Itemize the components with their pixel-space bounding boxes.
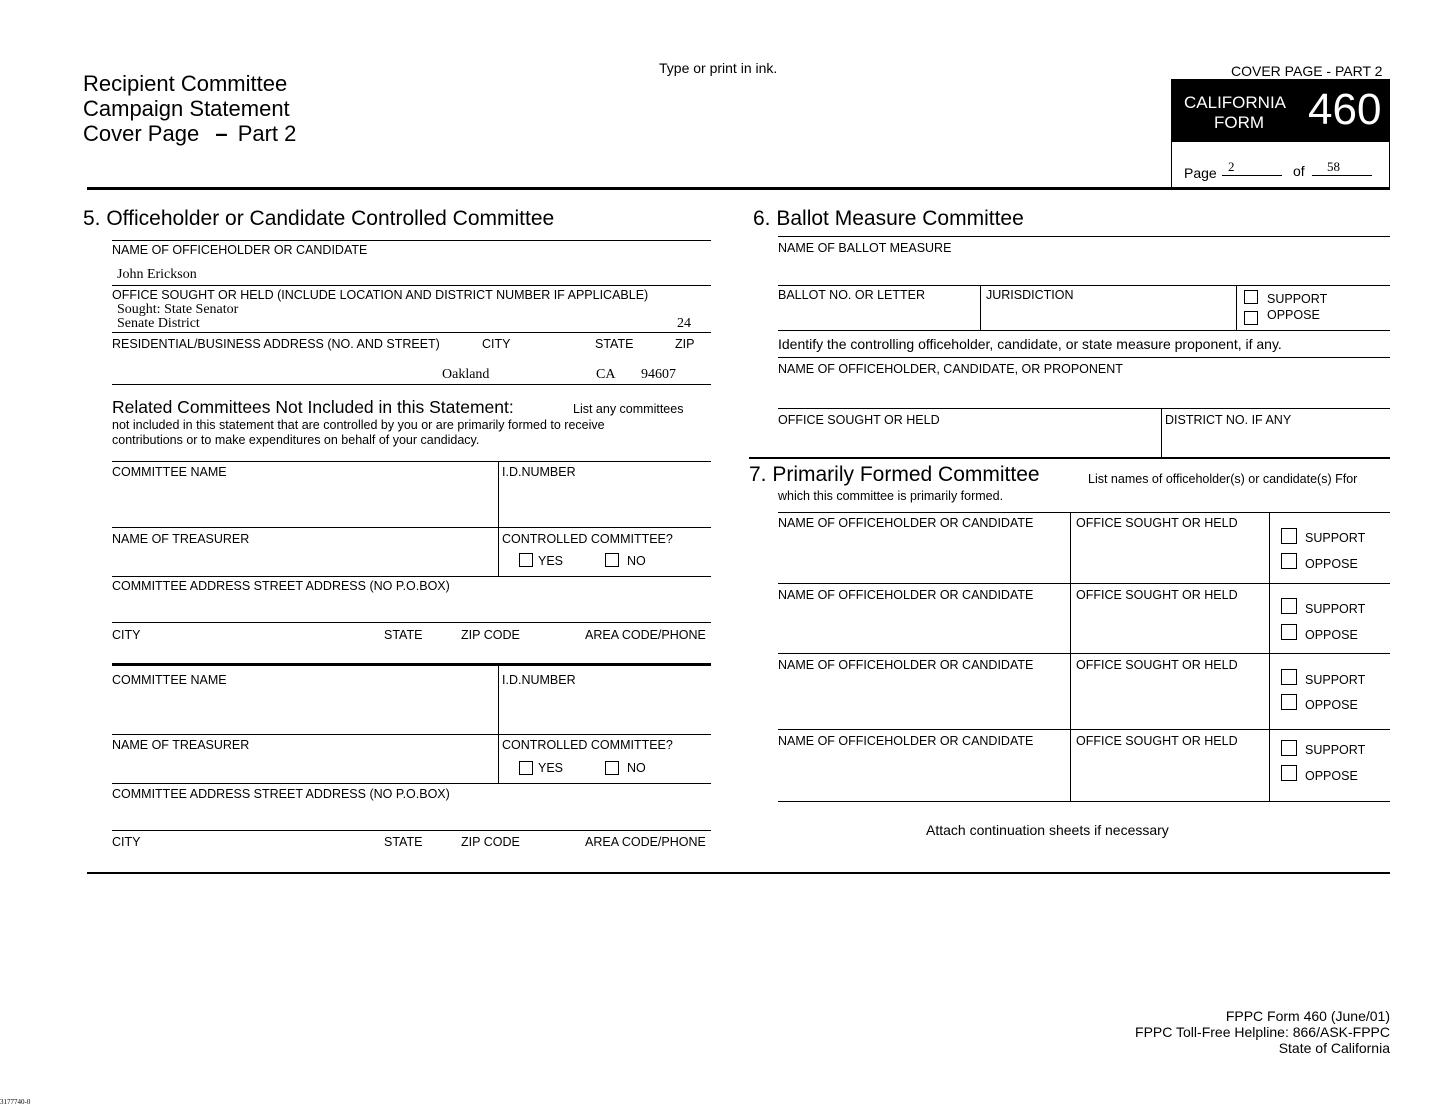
s6-rule-3	[778, 330, 1390, 331]
s7-support-label: SUPPORT	[1305, 673, 1366, 687]
committee-phone-label: AREA CODE/PHONE	[585, 628, 706, 642]
s7-vdivider-1	[1070, 512, 1071, 801]
id-number-label: I.D.NUMBER	[502, 465, 576, 479]
s7-oppose-checkbox[interactable]	[1281, 553, 1297, 569]
s7-name-label: NAME OF OFFICEHOLDER OR CANDIDATE	[778, 588, 1034, 602]
yes-label: YES	[538, 554, 564, 568]
s7-rule-0	[778, 512, 1390, 513]
title-line-3	[83, 121, 296, 146]
s6-vdivider-2	[1236, 285, 1237, 330]
address-label: RESIDENTIAL/BUSINESS ADDRESS (NO. AND STREET)	[112, 337, 440, 351]
committee-address-label: COMMITTEE ADDRESS STREET ADDRESS (NO P.O.BOX)	[112, 579, 450, 593]
s7-support-label: SUPPORT	[1305, 602, 1366, 616]
s7-rule-3	[778, 729, 1390, 730]
treasurer-label: NAME OF TREASURER	[112, 532, 250, 546]
header-divider	[87, 187, 1390, 190]
s7-support-checkbox[interactable]	[1281, 669, 1297, 685]
s7-rule-1	[778, 583, 1390, 584]
form-label: FORM	[1214, 113, 1265, 132]
identify-proponent-text: Identify the controlling officeholder, candidate, or state measure proponent, if any.	[778, 336, 1282, 352]
committee-city-label: CITY	[112, 835, 141, 849]
s7-office-label: OFFICE SOUGHT OR HELD	[1076, 588, 1238, 602]
state-label: STATE	[595, 337, 634, 351]
s7-support-checkbox[interactable]	[1281, 598, 1297, 614]
ink-instruction: Type or print in ink.	[659, 60, 778, 76]
s7-oppose-checkbox[interactable]	[1281, 624, 1297, 640]
related-committees-title: Related Committees Not Included in this Statement:	[112, 397, 514, 417]
no-checkbox[interactable]	[605, 553, 619, 567]
footer-form-version: FPPC Form 460 (June/01)	[1225, 1008, 1390, 1024]
section-6-title: 6. Ballot Measure Committee	[753, 207, 1024, 230]
of-value[interactable]: 58	[1327, 159, 1340, 174]
s7-name-label: NAME OF OFFICEHOLDER OR CANDIDATE	[778, 734, 1034, 748]
s7-rule-4	[778, 801, 1390, 802]
section-7-title: 7. Primarily Formed Committee	[749, 463, 1040, 486]
title-cover-page: Cover Page	[83, 121, 200, 146]
s7-support-label: SUPPORT	[1305, 531, 1366, 545]
title-line-2: Campaign Statement	[83, 96, 290, 121]
s7-oppose-label: OPPOSE	[1305, 628, 1358, 642]
committee-zip-label: ZIP CODE	[461, 835, 520, 849]
document-id: 3177740-0	[0, 1098, 31, 1106]
s7-rule-2	[778, 653, 1390, 654]
s7-support-label: SUPPORT	[1305, 743, 1366, 757]
of-label: of	[1293, 163, 1305, 179]
state-value[interactable]: CA	[596, 367, 616, 382]
committee-state-label: STATE	[384, 835, 423, 849]
s7-support-checkbox[interactable]	[1281, 740, 1297, 756]
officeholder-name-value[interactable]: John Erickson	[117, 267, 197, 282]
proponent-name-label: NAME OF OFFICEHOLDER, CANDIDATE, OR PROPONENT	[778, 362, 1123, 376]
rc1-rule-2	[112, 527, 711, 528]
no-label: NO	[627, 554, 646, 568]
s6-rule-2	[778, 285, 1390, 286]
s6-rule-4	[778, 357, 1390, 358]
s6-vdivider-3	[1161, 408, 1162, 458]
form-number-box	[1171, 79, 1390, 189]
s5-rule-2	[112, 285, 711, 286]
ballot-measure-name-label: NAME OF BALLOT MEASURE	[778, 241, 952, 255]
treasurer-label: NAME OF TREASURER	[112, 738, 250, 752]
form-number-banner	[1172, 80, 1390, 142]
ballot-no-label: BALLOT NO. OR LETTER	[778, 288, 926, 302]
cover-page-label: COVER PAGE - PART 2	[1231, 63, 1383, 79]
s5-rule-4	[112, 384, 711, 385]
ballot-oppose-label: OPPOSE	[1267, 308, 1320, 322]
rc1-rule-top	[112, 461, 711, 462]
s7-name-label: NAME OF OFFICEHOLDER OR CANDIDATE	[778, 516, 1034, 530]
committee-zip-label: ZIP CODE	[461, 628, 520, 642]
related-committees-text-1: List any committees	[573, 402, 684, 416]
no-checkbox[interactable]	[605, 761, 619, 775]
s6-office-label: OFFICE SOUGHT OR HELD	[778, 413, 940, 427]
related-committees-text-3: contributions or to make expenditures on behalf of your candidacy.	[112, 433, 480, 447]
s7-oppose-checkbox[interactable]	[1281, 765, 1297, 781]
form-title	[83, 71, 296, 146]
rc2-rule-top	[112, 663, 711, 666]
yes-label: YES	[538, 761, 564, 775]
committee-name-label: COMMITTEE NAME	[112, 673, 227, 687]
rc1-rule-3	[112, 576, 711, 577]
section-7-instruction-1: List names of officeholder(s) or candidate(s) Ffor	[1088, 472, 1358, 486]
s5-rule-3	[112, 332, 711, 333]
form-state: CALIFORNIA	[1184, 93, 1287, 112]
office-sought-label: OFFICE SOUGHT OR HELD (INCLUDE LOCATION AND DISTRICT NUMBER IF APPLICABLE)	[112, 288, 649, 302]
bottom-divider	[87, 872, 1390, 874]
s6-rule-6	[749, 457, 1390, 459]
office-sought-value-2[interactable]: Senate District	[117, 316, 200, 331]
s7-office-label: OFFICE SOUGHT OR HELD	[1076, 516, 1238, 530]
footer-helpline: FPPC Toll-Free Helpline: 866/ASK-FPPC	[1135, 1024, 1390, 1040]
s7-oppose-label: OPPOSE	[1305, 557, 1358, 571]
s7-office-label: OFFICE SOUGHT OR HELD	[1076, 658, 1238, 672]
s6-rule-1	[778, 236, 1390, 237]
office-sought-value-1[interactable]: Sought: State Senator	[117, 302, 239, 317]
rc1-rule-4	[112, 622, 711, 623]
of-underline	[1312, 175, 1372, 176]
footer-state: State of California	[1278, 1040, 1390, 1056]
related-committees-text-2: not included in this statement that are controlled by you or are primarily formed to receive	[112, 418, 605, 432]
committee-name-label: COMMITTEE NAME	[112, 465, 227, 479]
s5-rule-1	[112, 240, 711, 241]
committee-city-label: CITY	[112, 628, 141, 642]
attach-continuation-text: Attach continuation sheets if necessary	[926, 822, 1169, 838]
page-underline	[1222, 175, 1282, 176]
s7-oppose-label: OPPOSE	[1305, 769, 1358, 783]
rc2-rule-2	[112, 734, 711, 735]
section-5-title: 5. Officeholder or Candidate Controlled Committee	[83, 207, 555, 230]
page-value[interactable]: 2	[1228, 159, 1235, 174]
ballot-oppose-checkbox[interactable]	[1244, 311, 1258, 325]
city-value[interactable]: Oakland	[442, 367, 490, 382]
s6-rule-5	[778, 408, 1390, 409]
rc2-vdivider	[498, 666, 499, 783]
yes-checkbox[interactable]	[519, 553, 533, 567]
rc2-rule-3	[112, 783, 711, 784]
form-number: 460	[1308, 85, 1382, 134]
section-7-instruction-2: which this committee is primarily formed.	[778, 489, 1004, 503]
city-label: CITY	[482, 337, 511, 351]
rc1-vdivider	[498, 461, 499, 576]
zip-label: ZIP	[675, 337, 695, 351]
s7-office-label: OFFICE SOUGHT OR HELD	[1076, 734, 1238, 748]
page-label: Page	[1184, 165, 1217, 181]
title-line-1: Recipient Committee	[83, 71, 288, 96]
yes-checkbox[interactable]	[519, 761, 533, 775]
committee-state-label: STATE	[384, 628, 423, 642]
s7-oppose-checkbox[interactable]	[1281, 694, 1297, 710]
s7-vdivider-2	[1269, 512, 1270, 801]
district-value[interactable]: 24	[677, 316, 691, 331]
officeholder-name-label: NAME OF OFFICEHOLDER OR CANDIDATE	[112, 243, 368, 257]
s6-vdivider-1	[980, 285, 981, 330]
district-no-label: DISTRICT NO. IF ANY	[1165, 413, 1292, 427]
footer-info	[1135, 1008, 1390, 1056]
title-dash: –	[215, 121, 228, 146]
title-part: Part 2	[237, 121, 297, 146]
ballot-support-label: SUPPORT	[1267, 292, 1328, 306]
committee-phone-label: AREA CODE/PHONE	[585, 835, 706, 849]
zip-value[interactable]: 94607	[641, 367, 676, 382]
id-number-label: I.D.NUMBER	[502, 673, 576, 687]
controlled-committee-label: CONTROLLED COMMITTEE?	[502, 738, 673, 752]
rc2-rule-4	[112, 830, 711, 831]
no-label: NO	[627, 761, 646, 775]
jurisdiction-label: JURISDICTION	[986, 288, 1074, 302]
s7-name-label: NAME OF OFFICEHOLDER OR CANDIDATE	[778, 658, 1034, 672]
s7-oppose-label: OPPOSE	[1305, 698, 1358, 712]
s7-support-checkbox[interactable]	[1281, 528, 1297, 544]
committee-address-label: COMMITTEE ADDRESS STREET ADDRESS (NO P.O.BOX)	[112, 787, 450, 801]
controlled-committee-label: CONTROLLED COMMITTEE?	[502, 532, 673, 546]
ballot-support-checkbox[interactable]	[1244, 290, 1258, 304]
